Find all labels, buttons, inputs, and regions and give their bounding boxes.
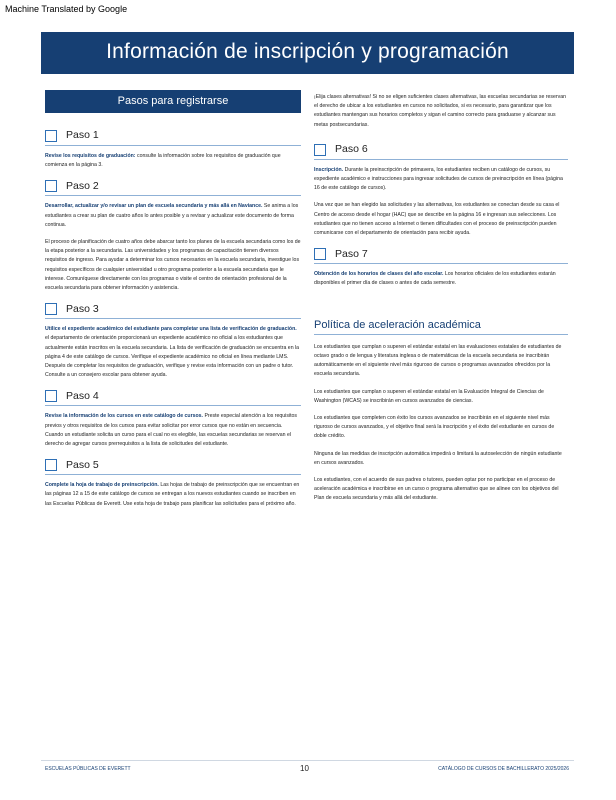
step-lead: Revise la información de los cursos en este catálogo de cursos. xyxy=(45,413,203,420)
step-text: consulte la información sobre los requisitos de graduación que comienza en la página 3. xyxy=(45,153,281,169)
step-block xyxy=(45,390,301,449)
checkbox-icon xyxy=(314,248,326,260)
step-text: Se anima a los estudiantes a crear su plan de cuatro años lo antes posible y a revisar y actualizar este documento de forma continua. xyxy=(45,203,299,228)
footer-district: ESCUELAS PÚBLICAS DE EVERETT xyxy=(45,766,131,772)
step-heading xyxy=(45,130,301,146)
step-title: Paso 7 xyxy=(335,247,368,260)
step-paragraph xyxy=(314,166,568,194)
step-block xyxy=(314,144,568,238)
step-paragraph xyxy=(314,270,568,288)
alternatives-paragraph: ¡Elija clases alternativas! Si no se eligen suficientes clases alternativas, las escuelas secundarias se reservan el derecho de ubicar a los estudiantes en cursos no solicitados, si es necesario, para garantizar que los estudiantes mantengan sus horarios completos y sigan el camino correcto para graduarse y alcanzar sus metas postsecundarias. xyxy=(314,94,567,128)
step-text: Los horarios oficiales de los estudiantes estarán disponibles el primer día de clases o antes de cada semestre. xyxy=(314,271,556,287)
step-heading xyxy=(45,180,301,196)
step-lead: Desarrollar, actualizar y/o revisar un plan de escuela secundaria y más allá en Naviance. xyxy=(45,203,263,210)
step-text: El proceso de planificación de cuatro años debe abarcar tanto los planes de la escuela secundaria como los de la etapa posterior a la secundaria. Las universidades y los programas de capacitación tienen diversos requisitos de ingreso. Para ayudar a determinar los cursos necesarios en la escuela secundaria, investigue los requisitos específicos de cualquier universidad u otro programa posterior a la escuela secundaria que le interese. Comuníquese directamente con los programas o visite el centro de orientación profesional de la escuela secundaria para obtener información y asistencia. xyxy=(45,239,301,292)
checkbox-icon xyxy=(314,144,326,156)
step-lead: Complete la hoja de trabajo de preinscripción. xyxy=(45,482,159,489)
steps-list xyxy=(45,130,301,509)
step-text: Las hojas de trabajo de preinscripción que se encuentran en las páginas 12 a 15 de este catálogo de cursos se entregan a los nuevos estudiantes cuando se inscriben en las Escuelas Públicas de Everett. Use esta hoja de trabajo para planificar las solicitudes para el próximo año. xyxy=(45,482,300,507)
step-text: Durante la preinscripción de primavera, los estudiantes reciben un catálogo de cursos, su expediente académico e instrucciones para ingresar solicitudes de cursos de preinscripción en línea (página 16 de este catálogo de cursos). xyxy=(314,166,563,192)
checkbox-icon xyxy=(45,390,57,402)
step-text: el departamento de orientación proporcionará un expediente académico no oficial a los estudiantes que actualmente están inscritos en la escuela secundaria. La lista de verificación de graduación se encuentra en la página 4 de este catálogo de cursos. Verifique el expediente académico no oficial en línea mediante LMS. Después de completar los requisitos de graduación, verifique y revise esta información con un padre o tutor. Consulte a un consejero escolar para obtener ayuda. xyxy=(45,335,300,379)
step-block xyxy=(45,459,301,509)
right-steps-list xyxy=(314,144,568,289)
step-paragraph xyxy=(45,412,301,449)
step-heading xyxy=(314,248,568,264)
step-lead: Inscripción. xyxy=(314,166,344,173)
step-paragraph xyxy=(45,481,301,509)
step-title: Paso 2 xyxy=(66,179,99,192)
step-paragraph xyxy=(314,201,568,238)
step-lead: Obtención de los horarios de clases del año escolar. xyxy=(314,271,444,278)
checkbox-icon xyxy=(45,130,57,142)
step-block xyxy=(314,248,568,288)
step-heading xyxy=(45,303,301,319)
step-title: Paso 6 xyxy=(335,143,368,156)
checkbox-icon xyxy=(45,303,57,315)
step-paragraph xyxy=(45,202,301,230)
step-heading xyxy=(45,390,301,406)
steps-header: Pasos para registrarse xyxy=(45,90,301,113)
policy-paragraph: Los estudiantes que completen con éxito los cursos avanzados se inscribirán en el siguiente nivel más riguroso de cursos avanzados, y el objetivo final será la inscripción y el éxito del estudiante en cursos de doble crédito. xyxy=(314,415,555,440)
page-number: 10 xyxy=(300,764,309,773)
step-block xyxy=(45,180,301,293)
step-paragraph xyxy=(45,238,301,293)
step-title: Paso 4 xyxy=(66,389,99,402)
step-block xyxy=(45,130,301,170)
machine-translated-note: Machine Translated by Google xyxy=(5,4,128,14)
step-lead: Utilice el expediente académico del estudiante para completar una lista de verificación de graduación. xyxy=(45,326,297,333)
step-paragraph xyxy=(45,325,301,380)
step-text: Preste especial atención a los requisitos previos y otros requisitos de los cursos para evitar solicitar por error cursos que no están en secuencia. Cuando un estudiante solicita un curso para el cual no es elegible, las escuelas secundarias se reservan el derecho de agregar cursos prerrequisitos a la lista de solicitudes del estudiante. xyxy=(45,413,298,448)
right-column xyxy=(314,93,568,512)
left-column xyxy=(45,90,301,519)
policy-paragraph: Los estudiantes, con el acuerdo de sus padres o tutores, pueden optar por no participar en el proceso de aceleración académica e inscribirse en un curso o programa alternativo que se alinee con los objetivos del Plan de escuela secundaria y más allá del estudiante. xyxy=(314,477,559,502)
footer-catalog: CATÁLOGO DE CURSOS DE BACHILLERATO 2025/2026 xyxy=(438,766,569,772)
policy-section xyxy=(314,343,568,504)
step-text: Una vez que se han elegido las solicitudes y las alternativas, los estudiantes se conectan desde su casa el Centro de acceso desde el hogar (HAC) que se describe en la página 16 e ingresan sus selecciones. Los estudiantes que no tienen acceso a Internet o tienen dificultades con el proceso de preinscripción pueden comunicarse con el departamento de orientación para recibir ayuda. xyxy=(314,202,560,237)
policy-paragraph: Los estudiantes que cumplan o superen el estándar estatal en las evaluaciones estatales de estudiantes de octavo grado o de lengua y literatura inglesa o de matemáticas de la escuela secundaria se inscribirán automáticamente en el siguiente nivel más riguroso de cursos o programas avanzados ofrecidos por la escuela secundaria. xyxy=(314,343,562,378)
page-title: Información de inscripción y programación xyxy=(106,40,509,63)
policy-paragraph: Los estudiantes que cumplan o superen el estándar estatal en la Evaluación Integral de Ciencias de Washington (WCAS) se inscribirán en cursos avanzados de ciencias. xyxy=(314,388,544,404)
step-title: Paso 5 xyxy=(66,458,99,471)
step-lead: Revise los requisitos de graduación: xyxy=(45,153,136,159)
step-title: Paso 3 xyxy=(66,302,99,315)
policy-paragraph: Ninguna de las medidas de inscripción automática impedirá o limitará la autoselección de ningún estudiante en cursos avanzados. xyxy=(314,450,562,466)
step-heading xyxy=(314,144,568,160)
checkbox-icon xyxy=(45,459,57,471)
title-banner xyxy=(41,32,574,74)
checkbox-icon xyxy=(45,180,57,192)
policy-title: Política de aceleración académica xyxy=(314,321,568,335)
step-paragraph xyxy=(45,152,301,170)
step-heading xyxy=(45,459,301,475)
step-title: Paso 1 xyxy=(66,129,99,142)
step-block xyxy=(45,303,301,380)
footer-rule xyxy=(41,760,574,761)
